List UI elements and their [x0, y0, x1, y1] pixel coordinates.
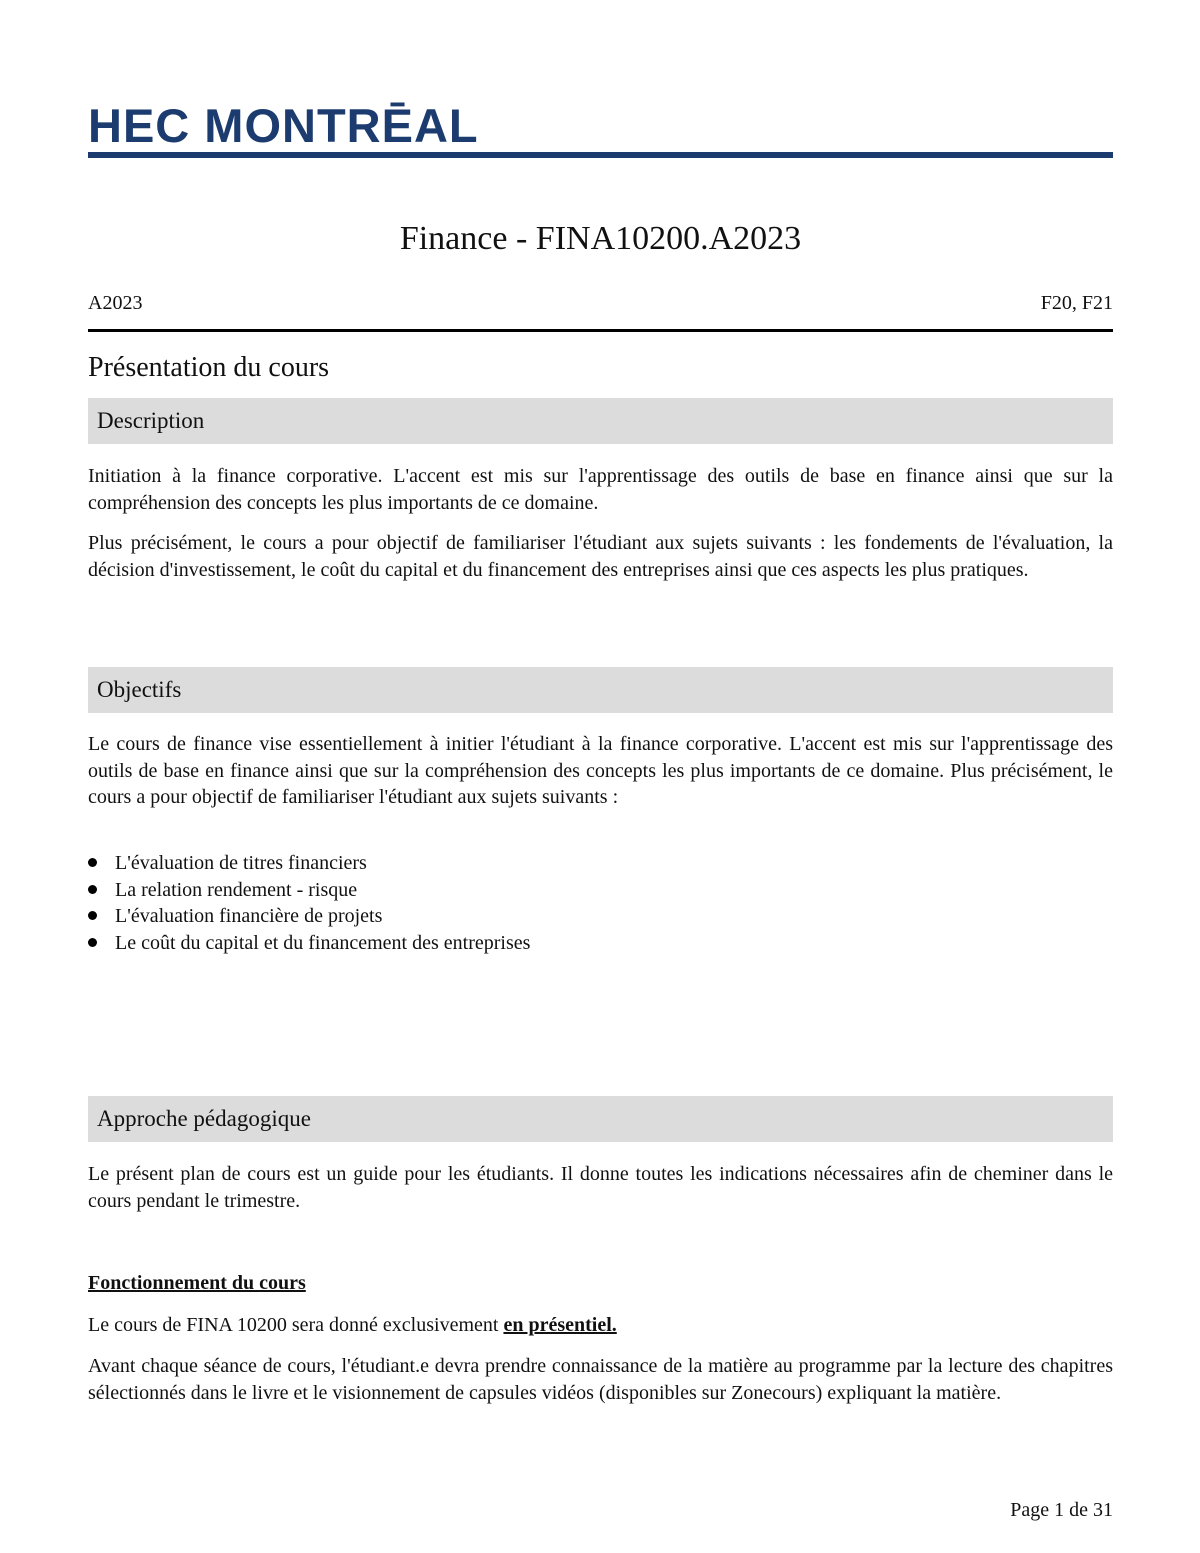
delivery-text: Le cours de FINA 10200 sera donné exclusivement [88, 1314, 504, 1336]
title-divider [88, 329, 1113, 332]
description-paragraph-1: Initiation à la finance corporative. L'accent est mis sur l'apprentissage des outils de base en finance ainsi que sur la compréhension des concepts les plus importants de ce domaine. [88, 465, 1113, 514]
list-item: L'évaluation financière de projets [88, 903, 530, 930]
document-page [88, 0, 1113, 1553]
delivery-paragraph [88, 1312, 1113, 1339]
preparation-paragraph: Avant chaque séance de cours, l'étudiant.e devra prendre connaissance de la matière au programme par la lecture des chapitres sélectionnés dans le livre et le visionnement de capsules vidéos (disponibles sur Zonecours) expliquant la matière. [88, 1355, 1113, 1404]
description-band [88, 398, 1113, 444]
description-heading: Description [97, 408, 205, 433]
list-item: Le coût du capital et du financement des entreprises [88, 930, 530, 957]
document-title: Finance - FINA10200.A2023 [399, 220, 802, 257]
list-item: La relation rendement - risque [88, 877, 530, 904]
section-codes: F20, F21 [1040, 292, 1113, 314]
objectifs-paragraph: Le cours de finance vise essentiellement à initier l'étudiant à la finance corporative. L'accent est mis sur l'apprentissage des outils de base en finance ainsi que sur la compréhension des concepts les plus importants de ce domaine. Plus précisément, le cours a pour objectif de familiariser l'étudiant aux sujets suivants : [88, 733, 1113, 808]
hec-montreal-logo: HEC MONTRĒAL [88, 99, 479, 152]
logo-divider [88, 152, 1113, 158]
fonctionnement-heading: Fonctionnement du cours [88, 1272, 306, 1294]
approche-paragraph: Le présent plan de cours est un guide pour les étudiants. Il donne toutes les indications nécessaires afin de cheminer dans le cours pendant le trimestre. [88, 1163, 1113, 1212]
objectifs-heading: Objectifs [97, 677, 182, 702]
approche-heading: Approche pédagogique [97, 1106, 311, 1131]
description-paragraph-2: Plus précisément, le cours a pour objectif de familiariser l'étudiant aux sujets suivants : les fondements de l'évaluation, la décision d'investissement, le coût du capital et du financement des entreprises ainsi que ces aspects les plus pratiques. [88, 532, 1113, 581]
list-item: L'évaluation de titres financiers [88, 850, 530, 877]
objectifs-list [88, 850, 530, 956]
approche-band [88, 1096, 1113, 1142]
objectifs-band [88, 667, 1113, 713]
delivery-emphasis: en présentiel. [503, 1314, 617, 1336]
term-label: A2023 [88, 292, 143, 314]
section-title: Présentation du cours [88, 352, 330, 383]
page-number: Page 1 de 31 [1010, 1499, 1113, 1521]
